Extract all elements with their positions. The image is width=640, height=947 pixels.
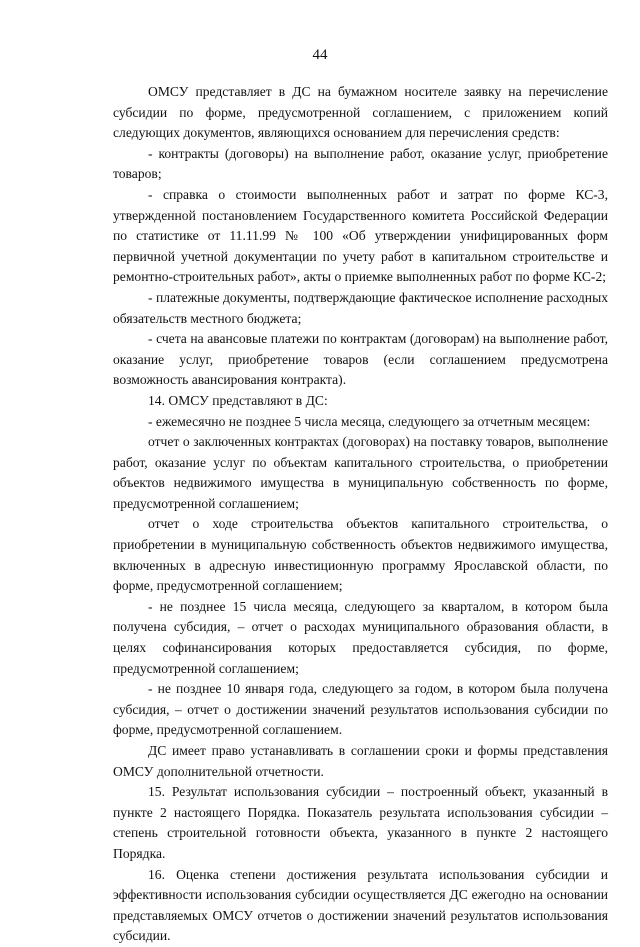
paragraph-omsu-application: ОМСУ представляет в ДС на бумажном носителе заявку на перечисление субсидии по форме, предусмотренной соглашением, с приложением копий следующих документов, являющихся основанием для перечисления средств: — [113, 84, 608, 141]
paragraph-additional-reporting: ДС имеет право устанавливать в соглашении сроки и формы представления ОМСУ дополнительной отчетности. — [113, 743, 608, 779]
list-item-payment-documents: - платежные документы, подтверждающие фактическое исполнение расходных обязательств местного бюджета; — [113, 289, 608, 326]
document-body — [113, 82, 608, 947]
page-number: 44 — [312, 47, 328, 63]
clause-16: 16. Оценка степени достижения результата использования субсидии и эффективности использования субсидии осуществляется ДС ежегодно на основании представляемых ОМСУ отчетов о достижении значений результатов использования субсидии. — [113, 866, 608, 944]
clause-15: 15. Результат использования субсидии – построенный объект, указанный в пункте 2 настоящего Порядка. Показатель результата использования субсидии – степень строительной готовности объекта, указанного в пункте 2 настоящего Порядка. — [113, 784, 608, 861]
report-construction-progress: отчет о ходе строительства объектов капитального строительства, о приобретении в муниципальную собственность объектов недвижимого имущества, включенных в адресную инвестиционную программу Ярославской области, по форме, предусмотренной соглашением; — [113, 516, 608, 594]
list-item-annual-report: - не позднее 10 января года, следующего за годом, в котором была получена субсидия, – отчет о достижении значений результатов использования субсидии по форме, предусмотренной соглашением. — [113, 681, 608, 738]
report-contracts: отчет о заключенных контрактах (договорах) на поставку товаров, выполнение работ, оказание услуг по объектам капитального строительства, о приобретении объектов недвижимого имущества в муниципальную собственность по форме, предусмотренной соглашением; — [113, 434, 608, 511]
clause-14-heading: 14. ОМСУ представляют в ДС: — [148, 392, 328, 408]
list-item-quarterly-report: - не позднее 15 числа месяца, следующего за кварталом, в котором была получена субсидия, – отчет о расходах муниципального образования области, в целях софинансирования которых предоставляется субсидия, по форме, предусмотренной соглашением; — [113, 598, 608, 676]
list-item-contracts: - контракты (договоры) на выполнение работ, оказание услуг, приобретение товаров; — [113, 145, 608, 182]
list-item-ks3-certificate: - справка о стоимости выполненных работ и затрат по форме КС-3, утвержденной постановлением Государственного комитета Российской Федерации по статистике от 11.11.99 № 100 «Об утверждении унифицированных форм первичной учетной документации по учету работ в капитальном строительстве и ремонтно-строительных работ», акты о приемке выполненных работ по форме КС-2; — [113, 186, 608, 285]
list-item-advance-invoices: - счета на авансовые платежи по контрактам (договорам) на выполнение работ, оказание услуг, приобретение товаров (если соглашением предусмотрена возможность авансирования контракта). — [113, 331, 608, 388]
list-item-monthly-reports: - ежемесячно не позднее 5 числа месяца, следующего за отчетным месяцем: — [148, 413, 591, 429]
